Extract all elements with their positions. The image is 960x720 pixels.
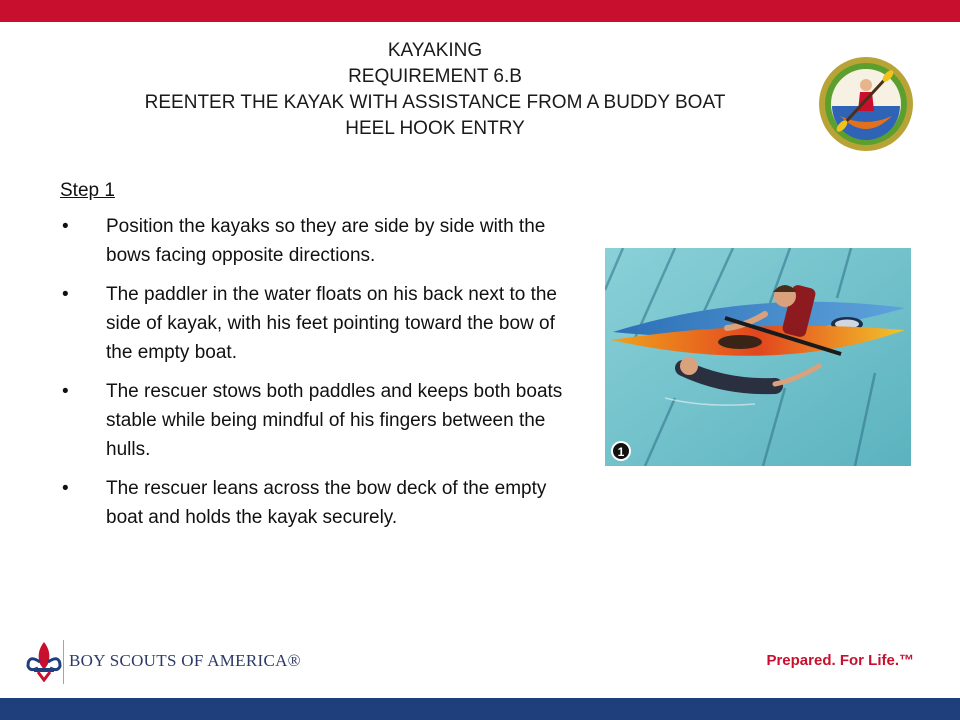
bullet-item bbox=[60, 474, 570, 532]
bullet-marker: • bbox=[62, 216, 69, 237]
footer-divider bbox=[63, 640, 64, 684]
bottom-blue-bar bbox=[0, 698, 960, 720]
top-red-bar bbox=[0, 0, 960, 22]
title-line-1: KAYAKING bbox=[387, 40, 483, 61]
slide-title bbox=[60, 38, 810, 142]
step-heading: Step 1 bbox=[60, 180, 115, 201]
bullet-marker: • bbox=[62, 284, 69, 305]
bullet-marker: • bbox=[62, 381, 69, 402]
bsa-fleur-de-lis-icon bbox=[24, 640, 64, 682]
step-bullet-list bbox=[60, 212, 570, 542]
bullet-text: The rescuer leans across the bow deck of the empty boat and holds the kayak securely. bbox=[106, 478, 547, 528]
kayaking-merit-badge-icon bbox=[818, 56, 914, 152]
bullet-text: The paddler in the water floats on his back next to the side of kayak, with his feet pointing toward the bow of the empty boat. bbox=[106, 284, 557, 363]
kayak-rescue-photo bbox=[605, 248, 911, 466]
bullet-item bbox=[60, 212, 570, 270]
bullet-item bbox=[60, 280, 570, 367]
title-line-3: REENTER THE KAYAK WITH ASSISTANCE FROM A BUDDY BOAT bbox=[144, 92, 726, 113]
organization-name: BOY SCOUTS OF AMERICA® bbox=[69, 651, 301, 670]
bullet-text: The rescuer stows both paddles and keeps both boats stable while being mindful of his fingers between the hulls. bbox=[106, 381, 563, 460]
photo-step-number: 1 bbox=[617, 445, 625, 459]
bullet-text: Position the kayaks so they are side by side with the bows facing opposite directions. bbox=[106, 216, 546, 266]
title-line-4: HEEL HOOK ENTRY bbox=[345, 118, 525, 139]
bullet-item bbox=[60, 377, 570, 464]
footer-tagline: Prepared. For Life.™ bbox=[766, 652, 914, 669]
bullet-marker: • bbox=[62, 478, 69, 499]
title-line-2: REQUIREMENT 6.B bbox=[348, 66, 522, 87]
